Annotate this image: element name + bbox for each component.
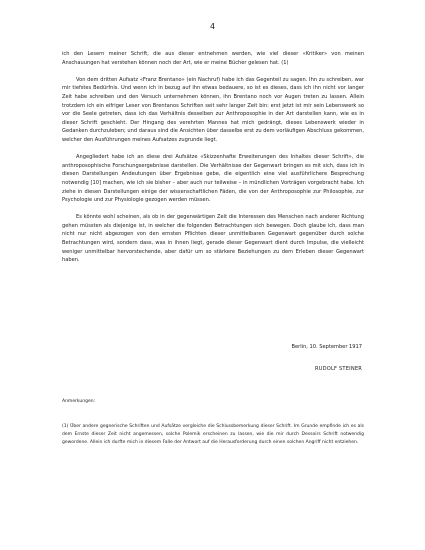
body-text	[62, 50, 364, 273]
signature-author: RUDOLF STEINER	[314, 366, 362, 372]
notes-section	[62, 398, 364, 447]
signature-place-date: Berlin, 10. September 1917	[291, 344, 362, 350]
paragraph-4: Es könnte wohl scheinen, als ob in der gegenwärtigen Zeit die Interessen des Menschen nach anderer Richtung gehen müssten als diejenige ist, in welcher die folgenden Betrachtungen sich bewegen. Doch glaube ich, dass man nicht nur nicht abgezogen von den ernsten Pflichten dieser unmittelbaren Gegenwart gegenüber durch solche Betrachtungen wird, sondern dass, was in ihnen liegt, gerade dieser Gegenwart dient durch Impulse, die vielleicht weniger unmittelbar hervorstechende, aber dafür um so stärkere Beziehungen zu dem Erleben dieser Gegenwart haben.	[62, 214, 364, 264]
notes-title: Anmerkungen:	[62, 399, 96, 404]
page-number: 4	[209, 22, 216, 31]
note-item: (1) Über andere gegnerische Schriften und Aufsätze vergleiche die Schlussbemerkung dieser Schrift. Im Grunde empfinde ich es als dem Ernste dieser Zeit nicht angemessen, solche Polemik erscheinen zu lassen, wie die mir durch Dessoirs Schrift notwendig gewordene. Allein ich durfte mich in diesem Falle der Antwort auf die Herausforderung durch einen solchen Angriff nicht entziehen.	[62, 424, 364, 445]
paragraph-2: Von dem dritten Aufsatz «Franz Brentano» (ein Nachruf) habe ich das Gegenteil zu sagen. Ihn zu schreiben, war mir tiefstes Bedürfnis. Und wenn ich in bezug auf ihn etwas bedauere, so ist es dieses, dass ich ihn nicht vor langer Zeit habe schreiben und den Versuch unternehmen können, ihn Brentano noch vor Augen treten zu lassen. Allein trotzdem ich ein eifriger Leser von Brentanos Schriften seit sehr langer Zeit bin: erst jetzt ist mir sein Lebenswerk so vor die Seele getreten, dass ich das Verhältnis desselben zur Anthroposophie in der Art darstellen kann, wie es in dieser Schrift geschieht. Der Hingang des verehrten Mannes hat mich gedrängt, dieses Lebenswerk wieder in Gedanken durchzuleben; und daraus sind die Ansichten über dasselbe erst zu dem vorläufigen Abschluss gekommen, welcher den Ausführungen meines Aufsatzes zugrunde liegt.	[62, 76, 364, 143]
paragraph-1: ich den Lesern meiner Schrift, die aus dieser entnehmen werden, wie viel dieser «Kritiker» von meinen Anschauungen hat verstehen können noch der Art, wie er meine Bücher gelesen hat. (1)	[62, 51, 364, 66]
paragraph-3: Angegliedert habe ich an diese drei Aufsätze «Skizzenhafte Erweiterungen des Inhaltes dieser Schrift», die anthroposophische Forschungsergebnisse darstellen. Die Verhältnisse der Gegenwart bringen es mit sich, dass ich in diesen Darstellungen Andeutungen über Ergebnisse gebe, die eigentlich eine viel ausführlichere Besprechung notwendig [10] machen, wie ich sie bisher – aber auch nur teilweise – in mündlichen Vorträgen vorgebracht habe. Ich ziehe in diesen Darstellungen einige der wissenschaftlichen Fäden, die von der Anthroposophie zur Philosophie, zur Psychologie und zur Physiologie gezogen werden müssen.	[62, 154, 364, 204]
